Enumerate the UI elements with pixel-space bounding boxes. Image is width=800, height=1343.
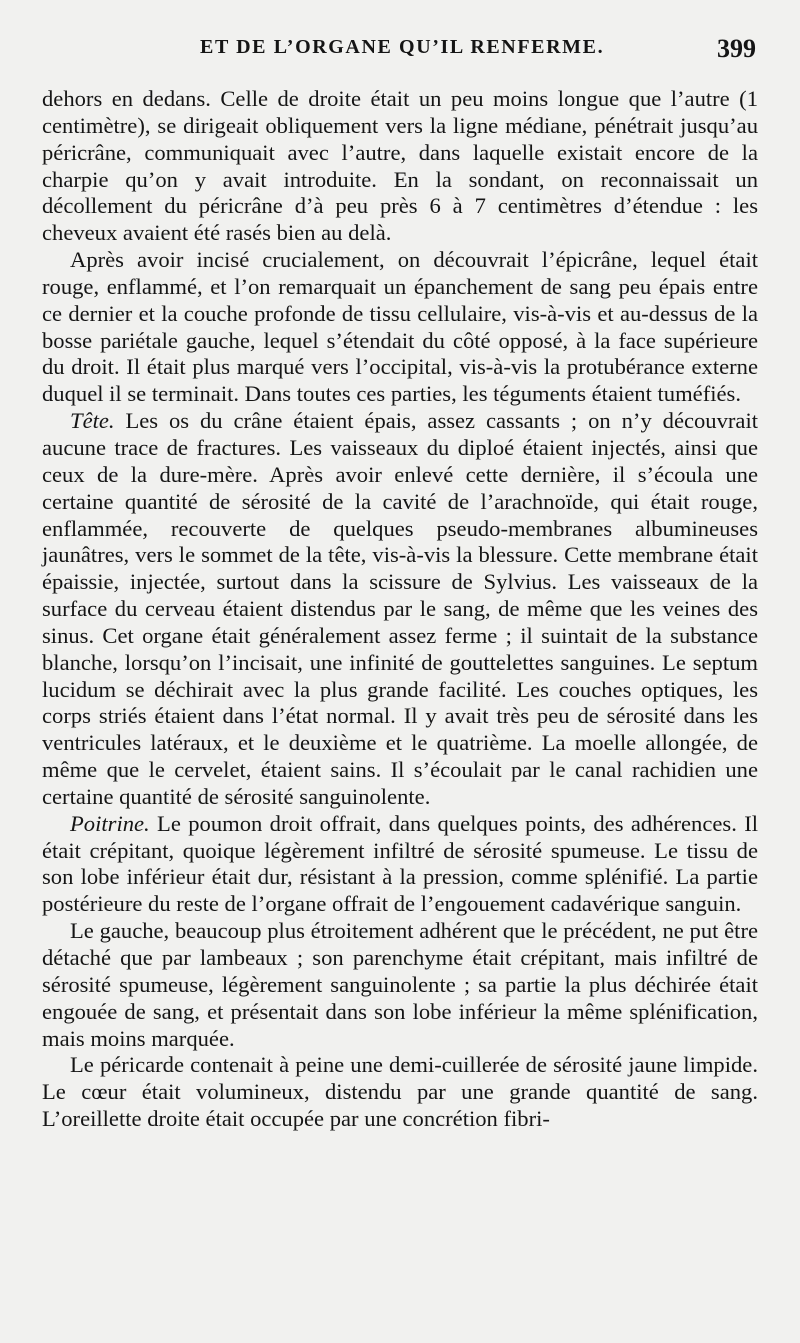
running-head: ET DE L’ORGANE QU’IL RENFERME. (200, 36, 605, 58)
paragraph-poitrine (42, 811, 758, 918)
paragraph-text: Le péricarde contenait à peine une demi-cuillerée de sérosité jaune limpide. Le cœur était volumineux, distendu par une grande quantité de sang. L’oreillette droite était occupée par une concrétion fibri- (42, 1052, 758, 1132)
paragraph-text: Les os du crâne étaient épais, assez cassants ; on n’y découvrait aucune trace de fractures. Les vaisseaux du diploé étaient injectés, ainsi que ceux de la dure-mère. Après avoir enlevé cette dernière, il s’écoula une certaine quantité de sérosité de la cavité de l’arachnoïde, qui était rouge, enflammée, recouverte de quelques pseudo-membranes albumineuses jaunâtres, vers le sommet de la tête, vis-à-vis la blessure. Cette membrane était épaissie, injectée, surtout dans la scissure de Sylvius. Les vaisseaux de la surface du cerveau étaient distendus par le sang, de même que les veines des sinus. Cet organe était généralement assez ferme ; il suintait de la substance blanche, lorsqu’on l’incisait, une infinité de gouttelettes sanguines. Le septum lucidum se déchirait avec la plus grande facilité. Les couches optiques, les corps striés étaient dans l’état normal. Il y avait très peu de sérosité dans les ventricules latéraux, et le deuxième et le quatrième. La moelle allongée, de même que le cervelet, étaient sains. Il s’écoulait par le canal rachidien une certaine quantité de sérosité sanguinolente. (42, 408, 758, 809)
paragraph-tete (42, 408, 758, 811)
section-lead-tete: Tête. (70, 408, 115, 434)
paragraph-incision (42, 247, 758, 408)
paragraph-pericarde (42, 1052, 758, 1133)
body-text (42, 86, 758, 1133)
paragraph-text: Le poumon droit offrait, dans quelques points, des adhérences. Il était crépitant, quoique légèrement infiltré de sérosité spumeuse. Le tissu de son lobe inférieur était dur, résistant à la pression, comme splénifié. La partie postérieure du reste de l’organe offrait de l’engouement cadavérique sanguin. (42, 810, 758, 917)
paragraph-text: Après avoir incisé crucialement, on découvrait l’épicrâne, lequel était rouge, enflammé, et l’on remarquait un épanchement de sang peu épais entre ce dernier et la couche profonde de tissu cellulaire, vis-à-vis et au-dessus de la bosse pariétale gauche, lequel s’étendait du côté opposé, à la face supérieure du droit. Il était plus marqué vers l’occipital, vis-à-vis la protubérance externe duquel il se terminait. Dans toutes ces parties, les téguments étaient tuméfiés. (42, 247, 758, 407)
paragraph-text: dehors en dedans. Celle de droite était un peu moins longue que l’autre (1 centimètre), se dirigeait obliquement vers la ligne médiane, pénétrait jusqu’au péricrâne, communiquait avec l’autre, dans laquelle existait encore de la charpie qu’on y avait introduite. En la sondant, on reconnaissait un décollement du péricrâne d’à peu près 6 à 7 centimètres d’étendue : les cheveux avaient été rasés bien au delà. (42, 86, 758, 246)
paragraph-gauche (42, 918, 758, 1052)
paragraph-continuation (42, 86, 758, 247)
section-lead-poitrine: Poitrine. (70, 810, 150, 836)
paragraph-text: Le gauche, beaucoup plus étroitement adhérent que le précédent, ne put être détaché que par lambeaux ; son parenchyme était crépitant, mais infiltré de sérosité spumeuse, légèrement sanguinolente ; sa partie la plus déchirée était engouée de sang, et présentait dans son lobe inférieur la même splénification, mais moins marquée. (42, 918, 758, 1051)
page-header (0, 30, 800, 70)
page-number: 399 (717, 34, 756, 63)
